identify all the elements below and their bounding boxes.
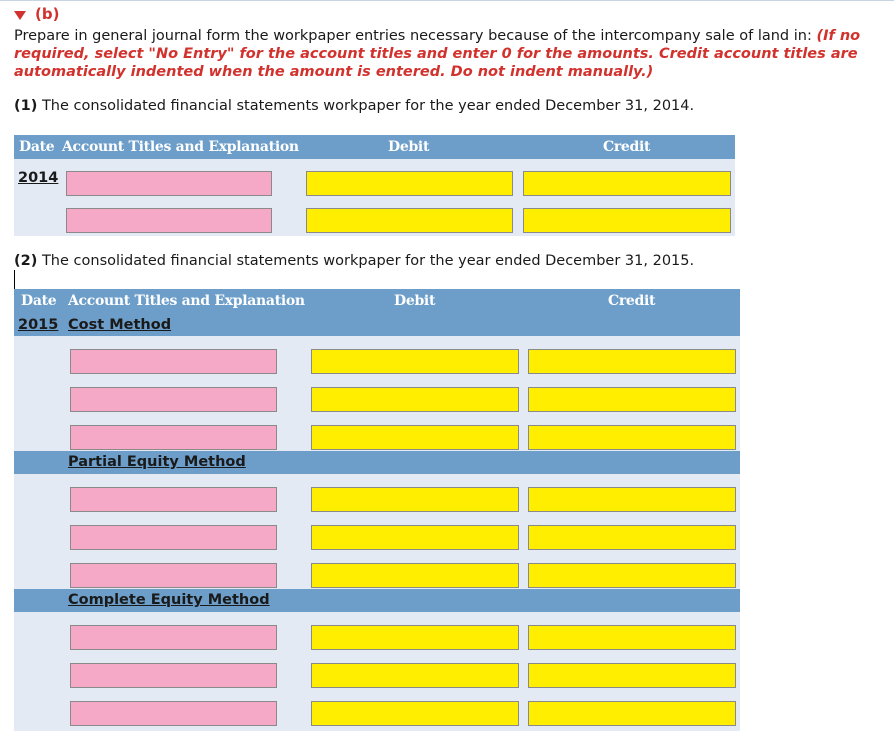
account-title-input[interactable] [70, 425, 277, 450]
instructions-text: Prepare in general journal form the workpaper entries necessary because of the intercompany sale of land in: [14, 28, 817, 44]
debit-input[interactable] [311, 349, 519, 374]
account-title-input[interactable] [70, 487, 277, 512]
debit-input[interactable] [311, 701, 519, 726]
credit-input[interactable] [528, 701, 736, 726]
account-title-input[interactable] [70, 349, 277, 374]
journal-table-2014 [14, 135, 735, 236]
credit-input[interactable] [528, 387, 736, 412]
header-debit: Debit [394, 293, 436, 309]
part1-question: (1) The consolidated financial statements workpaper for the year ended December 31, 2014. [14, 98, 695, 114]
year-2014: 2014 [18, 170, 59, 186]
method-cost: Cost Method [68, 317, 172, 333]
instructions [14, 27, 894, 81]
header-debit: Debit [388, 139, 430, 155]
header-account: Account Titles and Explanation [68, 293, 305, 309]
part2-question: (2) The consolidated financial statements workpaper for the year ended December 31, 2015. [14, 253, 695, 269]
credit-input[interactable] [528, 349, 736, 374]
account-title-input[interactable] [70, 525, 277, 550]
header-credit: Credit [608, 293, 656, 309]
account-title-input[interactable] [70, 563, 277, 588]
credit-input[interactable] [523, 208, 731, 233]
section-toggle[interactable] [14, 4, 59, 24]
account-title-input[interactable] [70, 663, 277, 688]
debit-input[interactable] [306, 171, 513, 196]
credit-input[interactable] [523, 171, 731, 196]
year-2015: 2015 [18, 317, 59, 333]
credit-input[interactable] [528, 663, 736, 688]
debit-input[interactable] [311, 525, 519, 550]
method-complete-equity: Complete Equity Method [68, 592, 270, 608]
account-title-input[interactable] [70, 625, 277, 650]
account-title-input[interactable] [66, 208, 272, 233]
method-partial-equity: Partial Equity Method [68, 454, 246, 470]
header-date: Date [21, 293, 57, 309]
top-divider [0, 0, 894, 1]
debit-input[interactable] [306, 208, 513, 233]
debit-input[interactable] [311, 387, 519, 412]
journal-table-2015 [14, 289, 740, 731]
credit-input[interactable] [528, 425, 736, 450]
credit-input[interactable] [528, 563, 736, 588]
credit-input[interactable] [528, 525, 736, 550]
debit-input[interactable] [311, 487, 519, 512]
table-header [14, 135, 735, 159]
text-cursor [14, 270, 15, 289]
header-credit: Credit [603, 139, 651, 155]
collapse-triangle-icon[interactable] [14, 11, 26, 20]
header-account: Account Titles and Explanation [62, 139, 299, 155]
account-title-input[interactable] [70, 387, 277, 412]
instructions-note-1: (If no [816, 28, 861, 44]
header-date: Date [19, 139, 55, 155]
instructions-note-3: automatically indented when the amount is entered. Do not indent manually.) [14, 64, 654, 80]
instructions-note-2: required, select "No Entry" for the account titles and enter 0 for the amounts. Credit account titles are [14, 46, 858, 62]
section-label: (b) [35, 5, 60, 23]
credit-input[interactable] [528, 625, 736, 650]
debit-input[interactable] [311, 563, 519, 588]
debit-input[interactable] [311, 625, 519, 650]
debit-input[interactable] [311, 663, 519, 688]
credit-input[interactable] [528, 487, 736, 512]
account-title-input[interactable] [70, 701, 277, 726]
debit-input[interactable] [311, 425, 519, 450]
account-title-input[interactable] [66, 171, 272, 196]
